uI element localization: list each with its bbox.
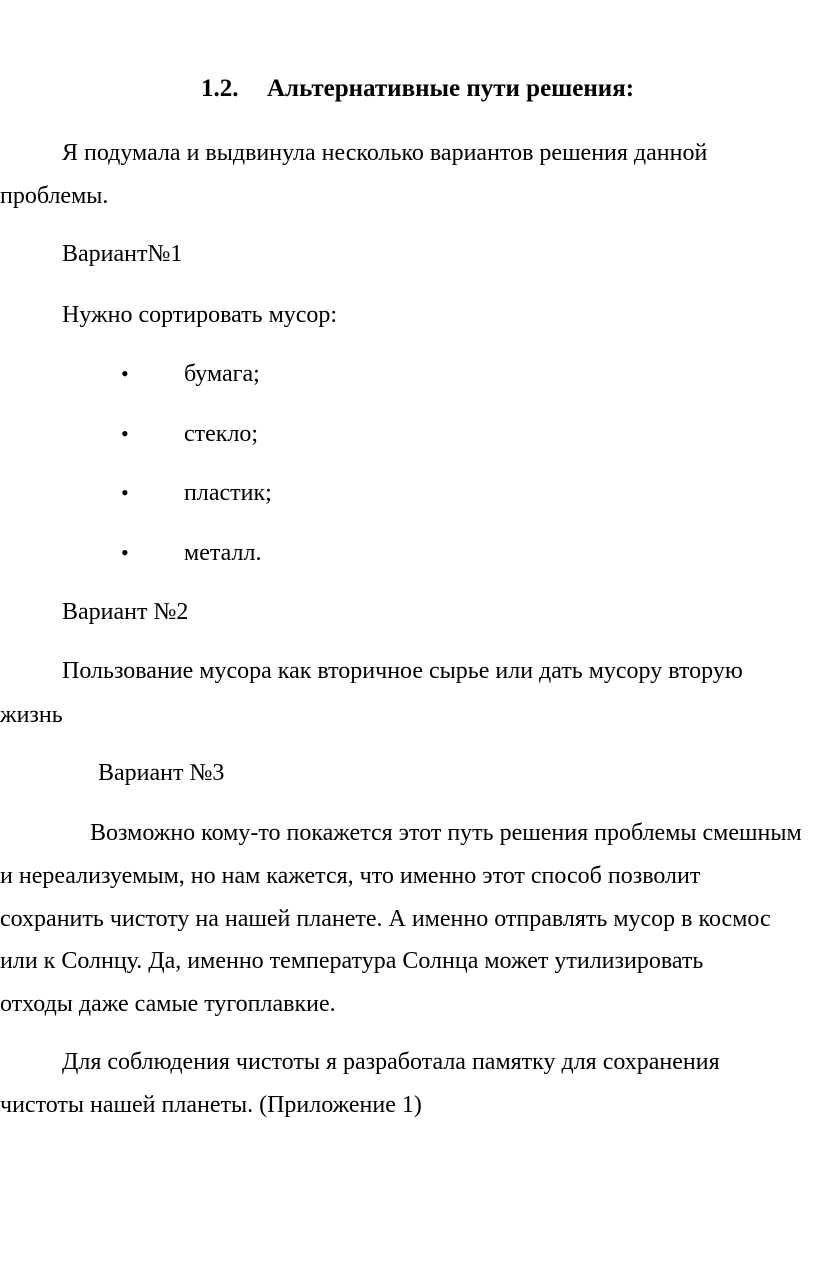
variant-2-line-2: жизнь (0, 702, 63, 728)
section-title: Альтернативные пути решения: (267, 75, 635, 102)
list-item-text: пластик; (184, 480, 272, 506)
list-item-text: стекло; (184, 421, 259, 447)
variant-3-line-1: Возможно кому-то покажется этот путь решения проблемы смешным (90, 820, 802, 846)
intro-line-1: Я подумала и выдвинула несколько вариантов решения данной (62, 140, 708, 166)
variant-3-label: Вариант №3 (98, 760, 225, 786)
conclusion-line-2: чистоты нашей планеты. (Приложение 1) (0, 1092, 422, 1118)
bullet-icon: • (121, 361, 129, 386)
section-number: 1.2. (201, 75, 239, 102)
variant-3-line-5: отходы даже самые тугоплавкие. (0, 991, 336, 1017)
variant-2-label: Вариант №2 (62, 599, 189, 625)
variant-2-line-1: Пользование мусора как вторичное сырье или дать мусору вторую (62, 658, 743, 684)
conclusion-line-1: Для соблюдения чистоты я разработала памятку для сохранения (62, 1049, 720, 1075)
list-item-text: бумага; (184, 361, 260, 387)
bullet-icon: • (121, 480, 129, 505)
variant-1-label: Вариант№1 (62, 241, 183, 267)
bullet-icon: • (121, 421, 129, 446)
variant-3-line-4: или к Солнцу. Да, именно температура Солнца может утилизировать (0, 948, 704, 974)
variant-3-line-3: сохранить чистоту на нашей планете. А именно отправлять мусор в космос (0, 906, 771, 932)
variant-3-line-2: и нереализуемым, но нам кажется, что именно этот способ позволит (0, 863, 701, 889)
bullet-icon: • (121, 540, 129, 565)
section-heading (201, 73, 634, 105)
variant-1-text: Нужно сортировать мусор: (62, 302, 338, 328)
intro-line-2: проблемы. (0, 183, 109, 209)
list-item-text: металл. (184, 540, 262, 566)
